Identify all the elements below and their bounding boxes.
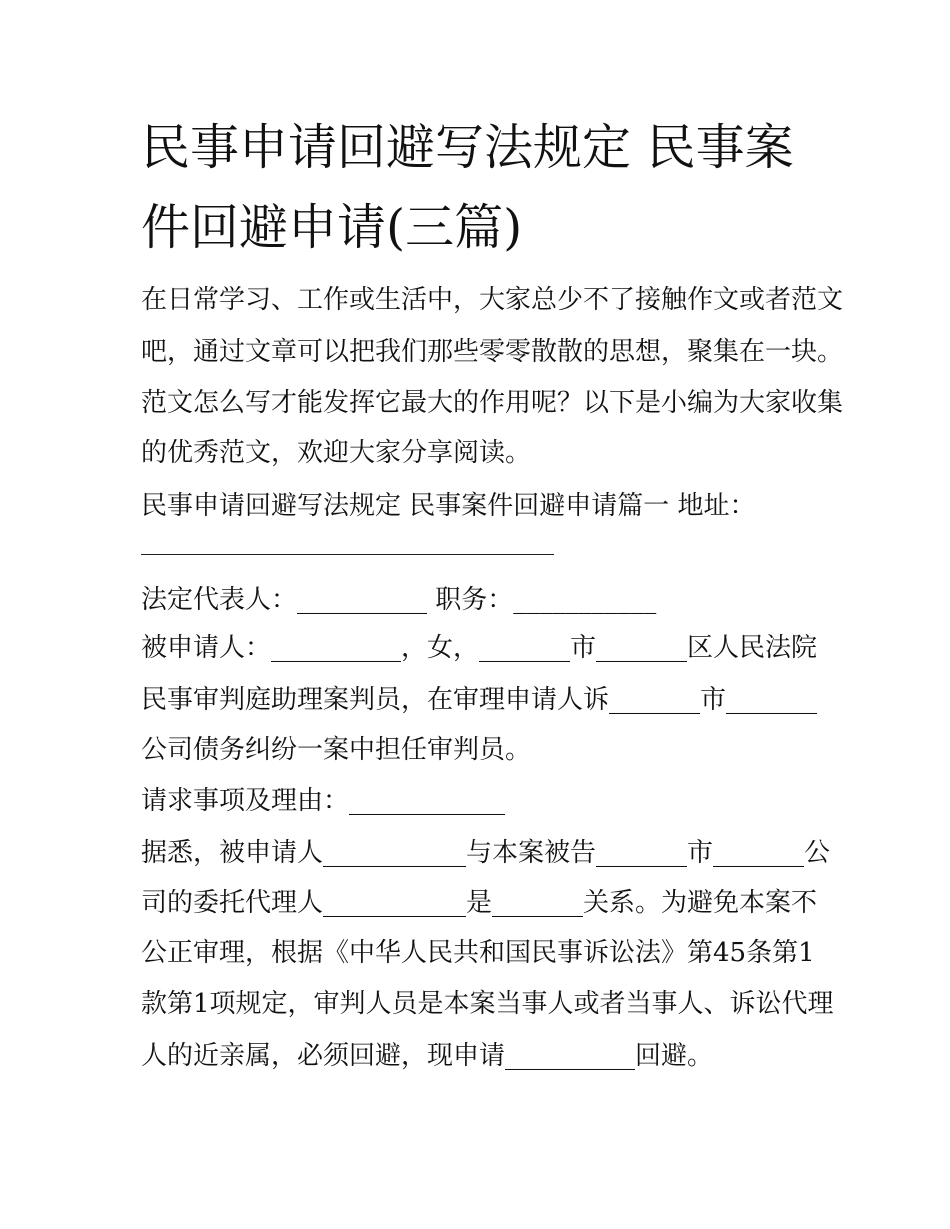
legal-representative-line: 法定代表人：__________ 职务：___________ [141,585,657,615]
intro-line-4: 的优秀范文，欢迎大家分享阅读。 [141,438,532,468]
body-line: 据悉，被申请人___________与本案被告_______市_______公 [141,838,831,868]
request-line: 请求事项及理由：____________ [141,786,506,816]
intro-line-2: 吧，通过文章可以把我们那些零零散散的思想，聚集在一块。 [141,337,844,367]
body-line: 人的近亲属，必须回避，现申请__________回避。 [141,1041,714,1071]
address-blank-line [141,554,554,555]
respondent-line: 被申请人：__________，女，_______市_______区人民法院 [141,633,818,663]
body-line: 民事审判庭助理案判员，在审理申请人诉_______市_______ [141,685,818,715]
intro-line-1: 在日常学习、工作或生活中，大家总少不了接触作文或者范文 [141,285,844,315]
body-line: 公司债务纠纷一案中担任审判员。 [141,735,532,765]
body-line: 款第1项规定，审判人员是本案当事人或者当事人、诉讼代理 [141,989,834,1019]
section-heading: 民事申请回避写法规定 民事案件回避申请篇一 地址： [141,491,756,521]
body-line: 公正审理，根据《中华人民共和国民事诉讼法》第45条第1 [141,938,815,968]
document-title-line-2: 件回避申请(三篇) [141,199,523,256]
body-line: 司的委托代理人___________是_______关系。为避免本案不 [141,888,818,918]
intro-line-3: 范文怎么写才能发挥它最大的作用呢？以下是小编为大家收集 [141,388,844,418]
document-title-line-1: 民事申请回避写法规定 民事案 [141,119,794,176]
